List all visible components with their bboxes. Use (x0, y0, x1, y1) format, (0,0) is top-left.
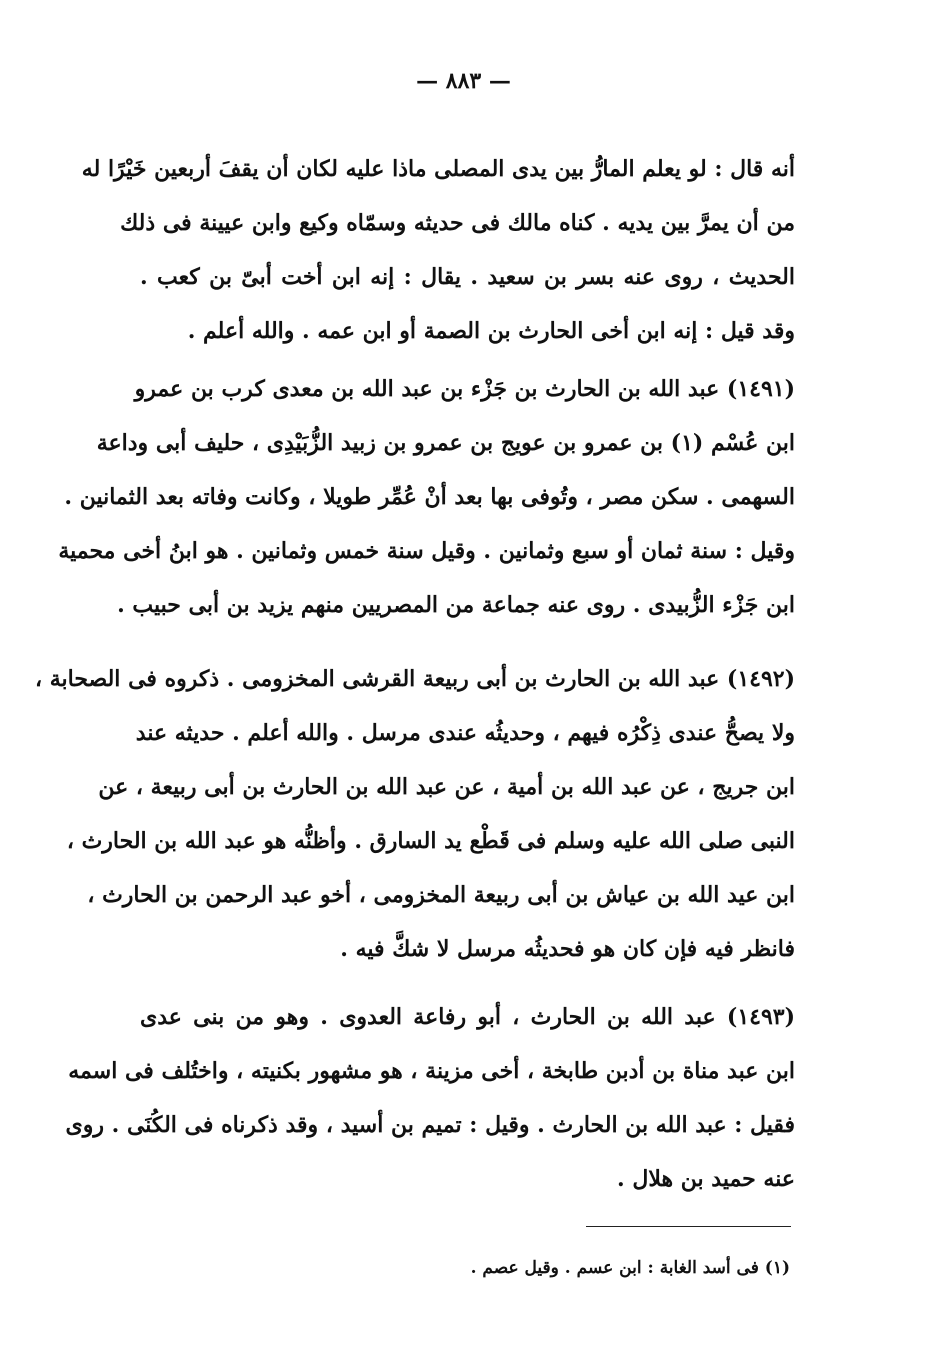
paragraph-entry-1491 (58, 362, 795, 632)
text-line: النبى صلى الله عليه وسلم فى قَطْع يد السارق . وأظنُّه هو عبد الله بن الحارث ، (66, 828, 795, 854)
footnote: (١) فى أسد الغابة : ابن عسم . وقيل عصم . (470, 1258, 790, 1278)
text-line: وقد قيل : إنه ابن أخى الحارث بن الصمة أو ابن عمه . والله أعلم . (187, 318, 795, 344)
text-line: فانظر فيه فإن كان هو فحديثُه مرسل لا شكَّ فيه . (340, 936, 795, 962)
text-line: ولا يصحُّ عندى ذِكْرُه فيهم ، وحديثُه عندى مرسل . والله أعلم . حديثه عند (135, 720, 795, 746)
paragraph-entry-1493 (65, 990, 795, 1206)
page-number: — ٨٨٣ — (416, 68, 511, 94)
text-line: ابن جريج ، عن عبد الله بن أمية ، عن عبد الله بن الحارث بن أبى ربيعة ، عن (98, 774, 795, 800)
paragraph-entry-1492 (34, 652, 795, 976)
text-line: ابن جَزْء الزُّبيدى . روى عنه جماعة من المصريين منهم يزيد بن أبى حبيب . (117, 592, 795, 618)
text-line: من أن يمرَّ بين يديه . كناه مالك فى حديثه وسمّاه وكيع وابن عيينة فى ذلك (120, 210, 795, 236)
text-line: فقيل : عبد الله بن الحارث . وقيل : تميم بن أسيد ، وقد ذكرناه فى الكُنَى . روى (65, 1112, 795, 1138)
text-line: الحديث ، روى عنه بسر بن سعيد . يقال : إنه ابن أخت أبىّ بن كعب . (140, 264, 795, 290)
text-line: (١٤٩٢) عبد الله بن الحارث بن أبى ربيعة القرشى المخزومى . ذكروه فى الصحابة ، (34, 666, 795, 692)
text-line: ابن عيد الله بن عياش بن أبى ربيعة المخزومى ، أخو عبد الرحمن بن الحارث ، (87, 882, 795, 908)
text-line: عنه حميد بن هلال . (617, 1166, 795, 1192)
text-line: السهمى . سكن مصر ، وتُوفى بها بعد أنْ عُمِّر طويلا ، وكانت وفاته بعد الثمانين . (64, 484, 795, 510)
paragraph-intro (81, 142, 795, 358)
text-line: أنه قال : لو يعلم المارُّ بين يدى المصلى ماذا عليه لكان أن يقفَ أربعين خَيْرًا له (81, 156, 795, 182)
text-line: (١٤٩١) عبد الله بن الحارث بن جَزْء بن عبد الله بن معدى كرب بن عمرو (134, 376, 795, 402)
text-line: وقيل : سنة ثمان أو سبع وثمانين . وقيل سنة خمس وثمانين . هو ابنُ أخى محمية (58, 538, 795, 564)
text-line: (١٤٩٣) عبد الله بن الحارث ، أبو رفاعة العدوى . وهو من بنى عدى (140, 1004, 795, 1030)
footnote-divider (586, 1226, 791, 1227)
text-line: ابن عُسْم (١) بن عمرو بن عويج بن عمرو بن زبيد الزُّبَيْدِى ، حليف أبى وداعة (96, 430, 795, 456)
text-line: ابن عبد مناة بن أدبن طابخة ، أخى مزينة ، هو مشهور بكنيته ، واختُلف فى اسمه (68, 1058, 795, 1084)
